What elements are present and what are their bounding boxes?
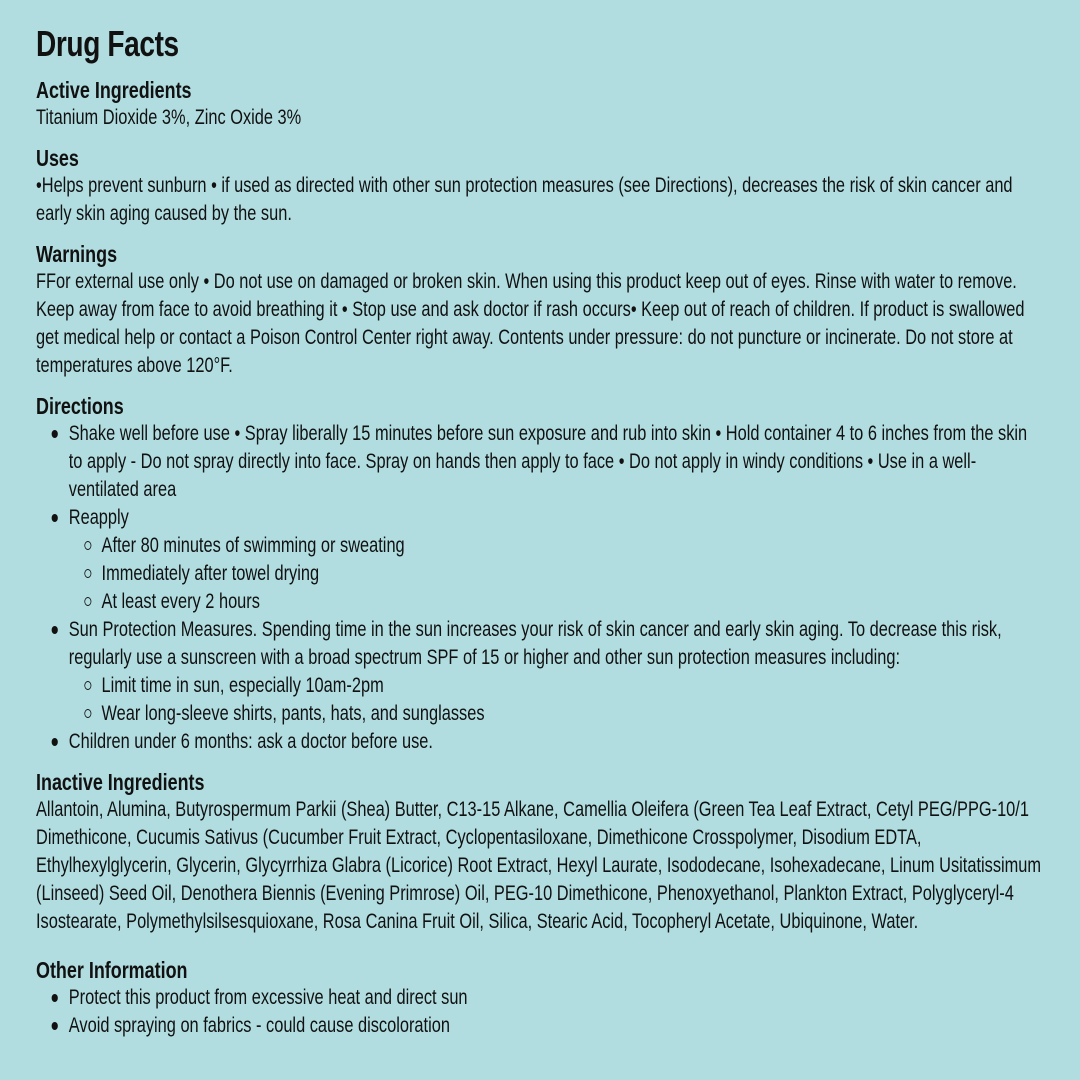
active-ingredients-heading: Active Ingredients bbox=[36, 77, 192, 103]
other-information-item: Protect this product from excessive heat and direct sun bbox=[36, 984, 1044, 1012]
directions-item-text: Shake well before use • Spray liberally 15 minutes before sun exposure and rub into skin • Hold container 4 to 6 inches from the skin to apply - Do not spray directly into face. Spray on hands then apply to face • Do not apply in windy conditions • Use in a well-ventilated area bbox=[68, 422, 1028, 501]
reapply-subitem: After 80 minutes of swimming or sweating bbox=[69, 532, 1044, 560]
uses-section bbox=[36, 144, 1044, 228]
reapply-subitem: At least every 2 hours bbox=[69, 588, 1044, 616]
directions-item bbox=[36, 616, 1044, 728]
warnings-section bbox=[36, 240, 1044, 380]
inactive-ingredients-section bbox=[36, 768, 1044, 936]
drug-facts-content bbox=[36, 24, 1044, 1052]
other-information-item: Avoid spraying on fabrics - could cause discoloration bbox=[36, 1012, 1044, 1040]
directions-item-text: Sun Protection Measures. Spending time in the sun increases your risk of skin cancer and early skin aging. To decrease this risk, regularly use a sunscreen with a broad spectrum SPF of 15 or higher and other sun protection measures including: bbox=[68, 618, 1002, 669]
sun-protection-sublist bbox=[69, 672, 1044, 728]
directions-item bbox=[36, 504, 1044, 616]
inactive-ingredients-text: Allantoin, Alumina, Butyrospermum Parkii (Shea) Butter, C13-15 Alkane, Camellia Oleifera (Green Tea Leaf Extract, Cetyl PEG/PPG-10/1 Dimethicone, Cucumis Sativus (Cucumber Fruit Extract, Cyclopentasiloxane, Dimethicone Crosspolymer, Disodium EDTA, Ethylhexylglycerin, Glycerin, Glycyrrhiza Glabra (Licorice) Root Extract, Hexyl Laurate, Isododecane, Isohexadecane, Linum Usitatissimum (Linseed) Seed Oil, Denothera Biennis (Evening Primrose) Oil, PEG-10 Dimethicone, Phenoxyethanol, Plankton Extract, Polyglyceryl-4 Isostearate, Polymethylsilsesquioxane, Rosa Canina Fruit Oil, Silica, Stearic Acid, Tocopheryl Acetate, Ubiquinone, Water. bbox=[36, 798, 1042, 933]
directions-heading: Directions bbox=[36, 393, 124, 419]
directions-item bbox=[36, 420, 1044, 504]
active-ingredients-text: Titanium Dioxide 3%, Zinc Oxide 3% bbox=[36, 106, 302, 129]
sun-protection-subitem: Wear long-sleeve shirts, pants, hats, and sunglasses bbox=[69, 700, 1044, 728]
warnings-heading: Warnings bbox=[36, 241, 118, 267]
other-information-heading: Other Information bbox=[36, 957, 188, 983]
warnings-text: FFor external use only • Do not use on damaged or broken skin. When using this product keep out of eyes. Rinse with water to remove. Keep away from face to avoid breathing it • Stop use and ask doctor if rash occurs• Keep out of reach of children. If product is swallowed get medical help or contact a Poison Control Center right away. Contents under pressure: do not puncture or incinerate. Do not store at temperatures above 120°F. bbox=[36, 270, 1025, 377]
reapply-sublist bbox=[69, 532, 1044, 616]
directions-section bbox=[36, 392, 1044, 756]
page-title: Drug Facts bbox=[36, 23, 179, 64]
uses-text: •Helps prevent sunburn • if used as directed with other sun protection measures (see Directions), decreases the risk of skin cancer and early skin aging caused by the sun. bbox=[36, 174, 1013, 225]
directions-item-text: Reapply bbox=[68, 506, 129, 529]
directions-item-text: Children under 6 months: ask a doctor before use. bbox=[68, 730, 433, 753]
sun-protection-subitem: Limit time in sun, especially 10am-2pm bbox=[69, 672, 1044, 700]
inactive-ingredients-heading: Inactive Ingredients bbox=[36, 769, 205, 795]
active-ingredients-section bbox=[36, 76, 1044, 132]
directions-list bbox=[36, 420, 1044, 756]
reapply-subitem: Immediately after towel drying bbox=[69, 560, 1044, 588]
uses-heading: Uses bbox=[36, 145, 79, 171]
directions-item bbox=[36, 728, 1044, 756]
other-information-section bbox=[36, 956, 1044, 1040]
other-information-list bbox=[36, 984, 1044, 1040]
